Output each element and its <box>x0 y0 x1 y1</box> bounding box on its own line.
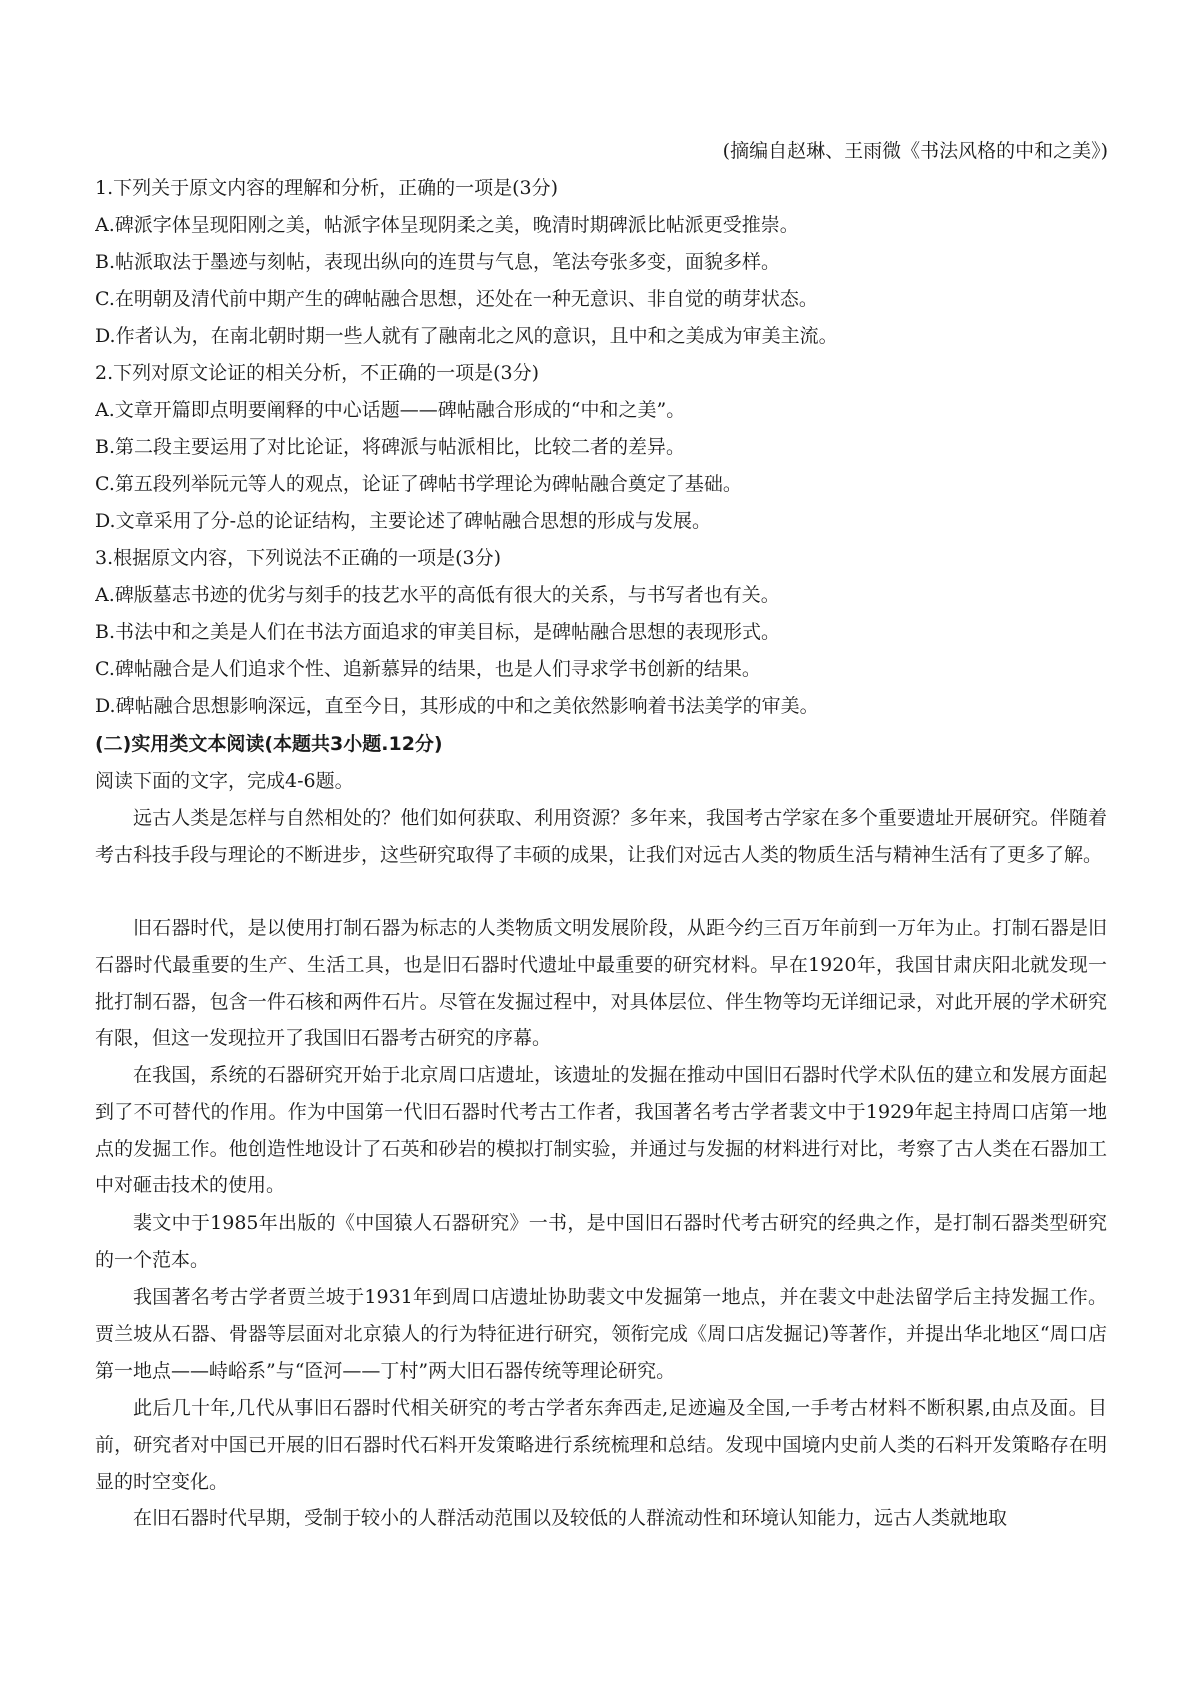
section-instruction: 阅读下面的文字，完成4-6题。 <box>95 770 354 792</box>
passage-paragraph-7: 在旧石器时代早期，受制于较小的人群活动范围以及较低的人群流动性和环境认知能力，远古人类就地取 <box>133 1507 1008 1529</box>
source-citation: (摘编自赵琳、王雨微《书法风格的中和之美》) <box>722 140 1108 162</box>
passage-paragraph-1: 远古人类是怎样与自然相处的？他们如何获取、利用资源？多年来，我国考古学家在多个重要遗址开展研究。伴随着考古科技手段与理论的不断进步，这些研究取得了丰硕的成果，让我们对远古人类的物质生活与精神生活有了更多了解。 <box>95 807 1107 866</box>
passage-paragraph-5: 我国著名考古学者贾兰坡于1931年到周口店遗址协助裴文中发掘第一地点，并在裴文中赴法留学后主持发掘工作。贾兰坡从石器、骨器等层面对北京猿人的行为特征进行研究，领衔完成《周口店发掘记)等著作，并提出华北地区“周口店第一地点——峙峪系”与“匼河——丁村”两大旧石器传统等理论研究。 <box>95 1286 1107 1382</box>
q3-option-d: D.碑帖融合思想影响深远，直至今日，其形成的中和之美依然影响着书法美学的审美。 <box>95 695 819 717</box>
q1-option-b: B.帖派取法于墨迹与刻帖，表现出纵向的连贯与气息，笔法夸张多变，面貌多样。 <box>95 251 781 273</box>
passage-paragraph-4: 裴文中于1985年出版的《中国猿人石器研究》一书，是中国旧石器时代考古研究的经典之作，是打制石器类型研究的一个范本。 <box>95 1212 1107 1271</box>
section-heading: (二)实用类文本阅读(本题共3小题.12分) <box>95 733 443 755</box>
q2-option-a: A.文章开篇即点明要阐释的中心话题——碑帖融合形成的“中和之美”。 <box>95 399 686 421</box>
q2-option-c: C.第五段列举阮元等人的观点，论证了碑帖书学理论为碑帖融合奠定了基础。 <box>95 473 742 495</box>
passage-paragraph-3: 在我国，系统的石器研究开始于北京周口店遗址，该遗址的发掘在推动中国旧石器时代学术队伍的建立和发展方面起到了不可替代的作用。作为中国第一代旧石器时代考古工作者，我国著名考古学者裴文中于1929年起主持周口店第一地点的发掘工作。他创造性地设计了石英和砂岩的模拟打制实验，并通过与发掘的材料进行对比，考察了古人类在石器加工中对砸击技术的使用。 <box>95 1064 1107 1197</box>
q2-option-d: D.文章采用了分-总的论证结构，主要论述了碑帖融合思想的形成与发展。 <box>95 510 712 532</box>
q1-option-c: C.在明朝及清代前中期产生的碑帖融合思想，还处在一种无意识、非自觉的萌芽状态。 <box>95 288 818 310</box>
passage-paragraph-6: 此后几十年,几代从事旧石器时代相关研究的考古学者东奔西走,足迹遍及全国,一手考古材料不断积累,由点及面。目前，研究者对中国已开展的旧石器时代石料开发策略进行系统梳理和总结。发现中国境内史前人类的石料开发策略存在明显的时空变化。 <box>95 1397 1107 1493</box>
q2-option-b: B.第二段主要运用了对比论证，将碑派与帖派相比，比较二者的差异。 <box>95 436 686 458</box>
q2-stem: 2.下列对原文论证的相关分析，不正确的一项是(3分) <box>95 362 540 384</box>
passage-paragraph-2: 旧石器时代，是以使用打制石器为标志的人类物质文明发展阶段，从距今约三百万年前到一万年为止。打制石器是旧石器时代最重要的生产、生活工具，也是旧石器时代遗址中最重要的研究材料。早在1920年，我国甘肃庆阳北就发现一批打制石器，包含一件石核和两件石片。尽管在发掘过程中，对具体层位、伴生物等均无详细记录，对此开展的学术研究有限，但这一发现拉开了我国旧石器考古研究的序幕。 <box>95 917 1107 1050</box>
q3-option-a: A.碑版墓志书迹的优劣与刻手的技艺水平的高低有很大的关系，与书写者也有关。 <box>95 584 780 606</box>
q3-stem: 3.根据原文内容，下列说法不正确的一项是(3分) <box>95 547 502 569</box>
q1-option-a: A.碑派字体呈现阳刚之美，帖派字体呈现阴柔之美，晚清时期碑派比帖派更受推崇。 <box>95 214 799 236</box>
q1-option-d: D.作者认为，在南北朝时期一些人就有了融南北之风的意识，且中和之美成为审美主流。 <box>95 325 838 347</box>
q3-option-b: B.书法中和之美是人们在书法方面追求的审美目标，是碑帖融合思想的表现形式。 <box>95 621 781 643</box>
q3-option-c: C.碑帖融合是人们追求个性、追新慕异的结果，也是人们寻求学书创新的结果。 <box>95 658 761 680</box>
q1-stem: 1.下列关于原文内容的理解和分析，正确的一项是(3分) <box>95 177 559 199</box>
